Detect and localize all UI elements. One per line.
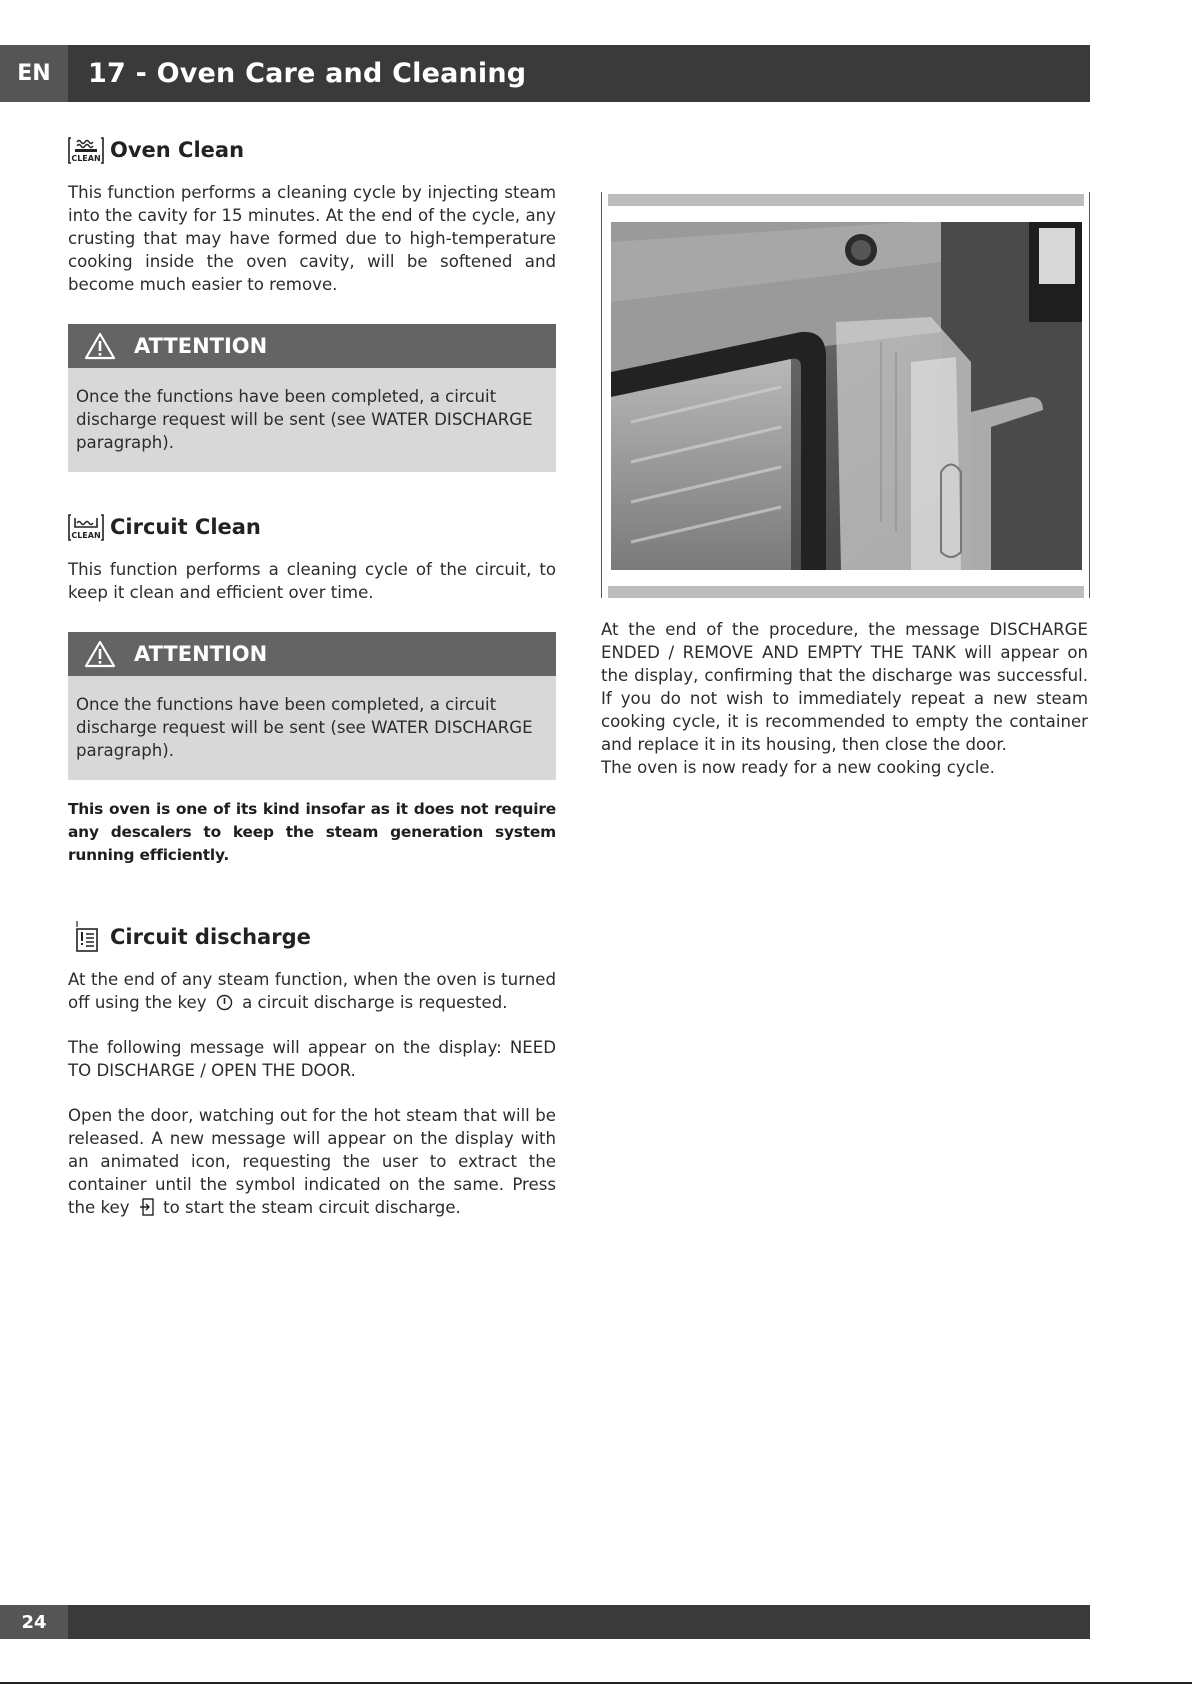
descaler-note: This oven is one of its kind insofar as it does not require any descalers to keep the steam generation system running efficiently. <box>68 800 556 864</box>
procedure-end-text: At the end of the procedure, the message DISCHARGE ENDED / REMOVE AND EMPTY THE TANK will appear on the display, confirming that the discharge was successful. If you do not wish to immediately repeat a new steam cooking cycle, it is recommended to empty the container and replace it in its housing, then close the door. <box>601 620 1088 754</box>
right-column <box>601 618 1088 779</box>
bottom-rule <box>0 1682 1192 1684</box>
oven-clean-title: Oven Clean <box>110 138 245 162</box>
power-key-icon <box>216 994 233 1011</box>
discharge-paragraph-2: The following message will appear on the display: NEED TO DISCHARGE / OPEN THE DOOR. <box>68 1038 556 1081</box>
attention-text: Once the functions have been completed, a circuit discharge request will be sent (see WATER DISCHARGE paragraph). <box>68 676 556 780</box>
ready-text: The oven is now ready for a new cooking cycle. <box>601 758 995 777</box>
page-footer <box>0 1605 1090 1639</box>
attention-text: Once the functions have been completed, a circuit discharge request will be sent (see WATER DISCHARGE paragraph). <box>68 368 556 472</box>
photo-top-bar <box>608 194 1084 206</box>
circuit-clean-title: Circuit Clean <box>110 515 261 539</box>
svg-text:CLEAN: CLEAN <box>71 531 101 540</box>
attention-label: ATTENTION <box>134 334 268 358</box>
svg-text:CLEAN: CLEAN <box>71 154 101 163</box>
circuit-clean-text: This function performs a cleaning cycle of the circuit, to keep it clean and efficient over time. <box>68 560 556 602</box>
discharge-text-part: to start the steam circuit discharge. <box>163 1198 461 1218</box>
discharge-key-icon <box>139 1198 154 1216</box>
warning-icon <box>84 640 116 668</box>
page-header <box>0 45 1090 102</box>
language-tab: EN <box>0 45 68 102</box>
photo-bottom-bar <box>608 586 1084 598</box>
discharge-paragraph-3 <box>68 1104 556 1219</box>
circuit-discharge-heading <box>68 922 556 952</box>
circuit-discharge-title: Circuit discharge <box>110 925 311 950</box>
oven-clean-heading <box>68 135 556 165</box>
attention-label: ATTENTION <box>134 642 268 666</box>
attention-header <box>68 324 556 368</box>
oven-clean-text: This function performs a cleaning cycle by injecting steam into the cavity for 15 minutes. At the end of the cycle, any crusting that may have formed due to high-temperature cooking inside the oven cavity, will be softened and become much easier to remove. <box>68 183 556 294</box>
oven-photo-frame <box>601 192 1090 598</box>
discharge-text-part: At the end of any steam function, when the oven is turned off using the key <box>68 970 556 1013</box>
discharge-text-part: a circuit discharge is requested. <box>242 993 508 1013</box>
page-number: 24 <box>0 1605 68 1639</box>
circuit-clean-heading <box>68 512 556 542</box>
warning-icon <box>84 332 116 360</box>
chapter-title: 17 - Oven Care and Cleaning <box>88 58 527 89</box>
attention-box-oven-clean <box>68 324 556 472</box>
left-column <box>68 135 556 1219</box>
circuit-clean-icon <box>68 512 104 542</box>
discharge-paragraph-1 <box>68 968 556 1014</box>
discharge-text-part: Open the door, watching out for the hot steam that will be released. A new message will appear on the display with an animated icon, requesting the user to extract the container until the symbol indicated on the same. Press the key <box>68 1106 556 1218</box>
attention-header <box>68 632 556 676</box>
attention-box-circuit-clean <box>68 632 556 780</box>
discharge-icon <box>68 919 104 955</box>
oven-tank-photo <box>611 222 1082 570</box>
oven-clean-icon <box>68 135 104 165</box>
